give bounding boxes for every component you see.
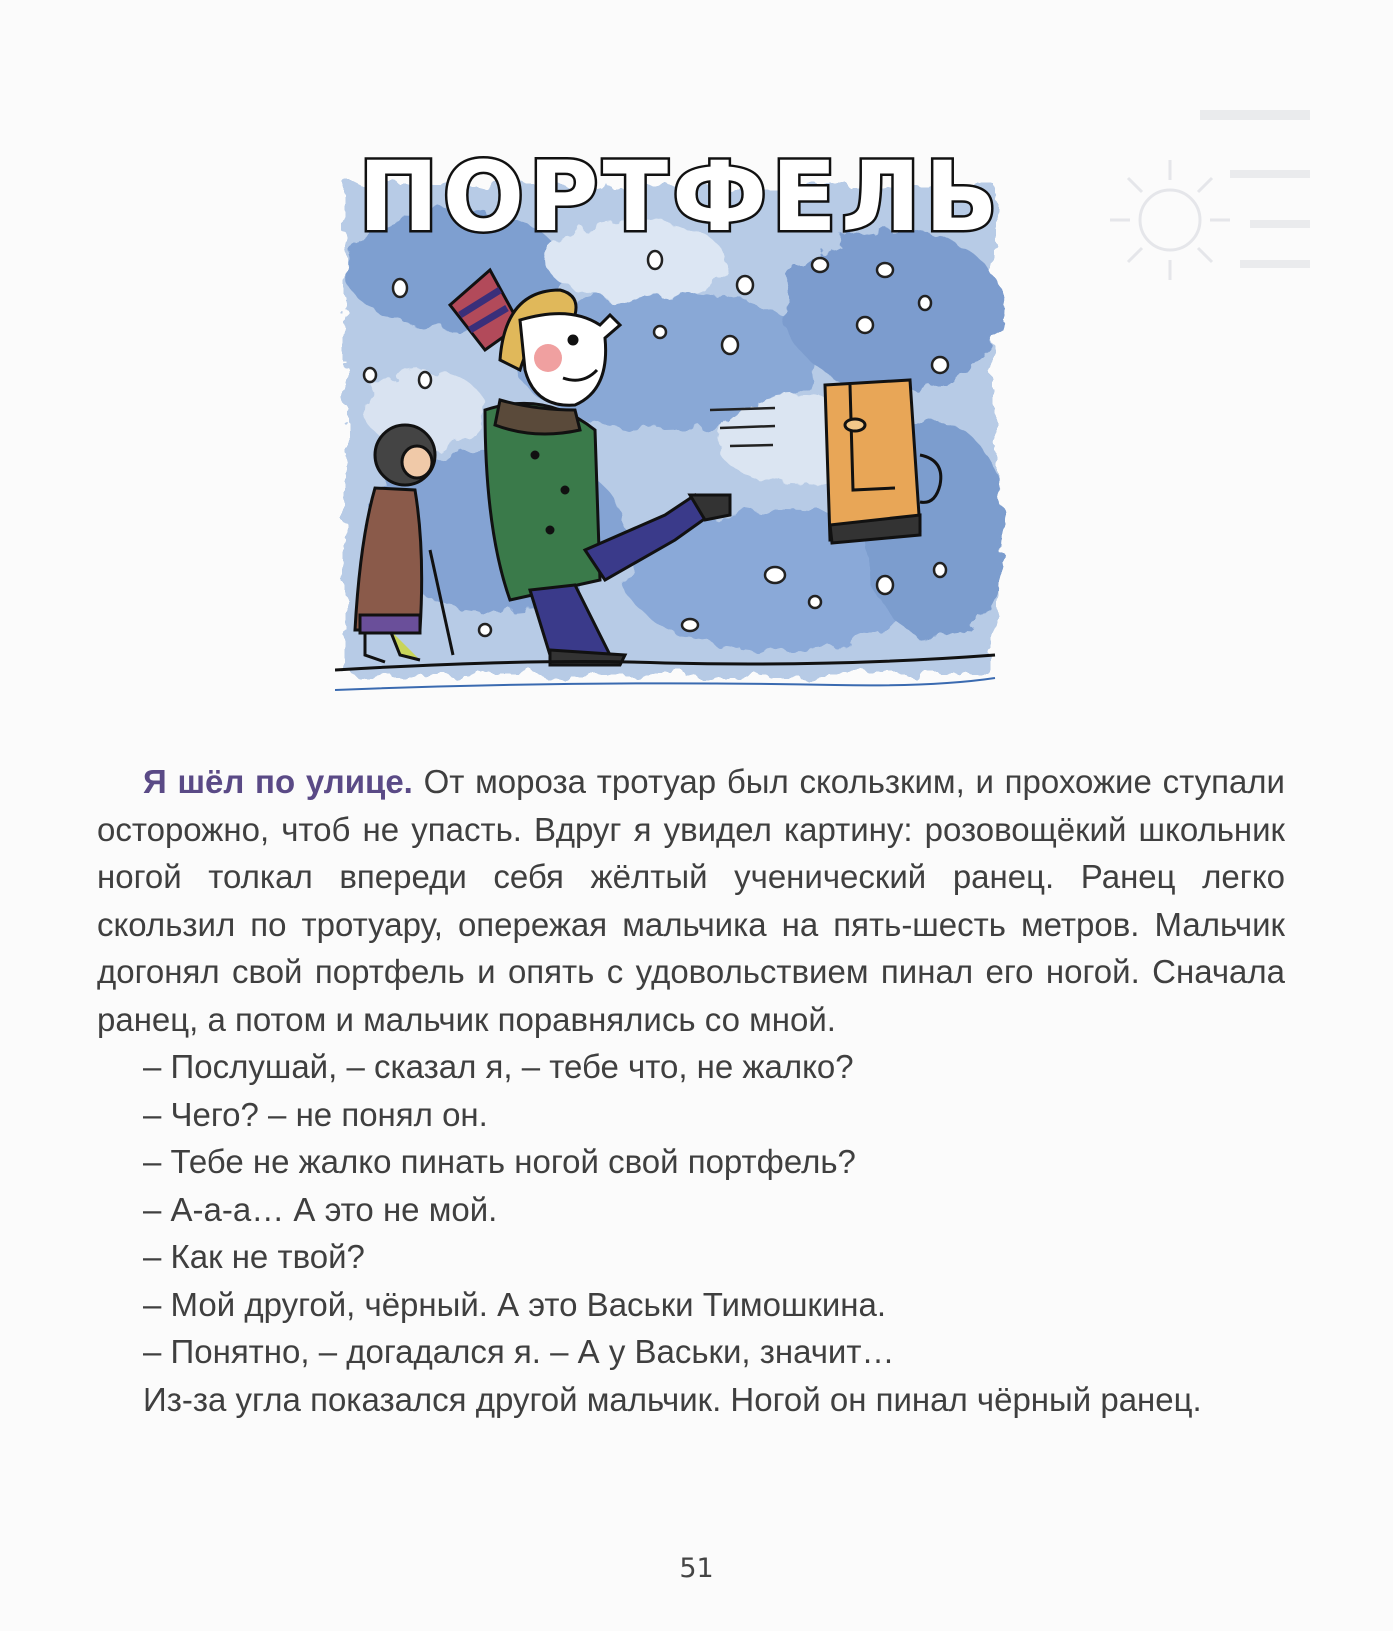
closing-paragraph: Из-за угла показался другой мальчик. Ногой он пинал чёрный ранец. [143, 1380, 1202, 1418]
dialogue-line: – Как не твой? [143, 1238, 365, 1275]
bleed-through-sun [1080, 110, 1310, 330]
dialogue-line: – Понятно, – догадался я. – А у Васьки, значит… [143, 1333, 895, 1370]
dialogue-line: – Мой другой, чёрный. А это Васьки Тимошкина. [143, 1285, 887, 1323]
title-lettering-frame [358, 141, 1001, 253]
dialogue-line: – Послушай, – сказал я, – тебе что, не жалко? [143, 1048, 854, 1085]
illustration-title: ПОРТФЕЛЬ [358, 141, 1002, 253]
narrative-paragraph [97, 758, 1285, 1043]
story-illustration [335, 110, 1035, 715]
story-text [97, 758, 1285, 1423]
dialogue-line: – Чего? – не понял он. [143, 1095, 488, 1133]
dialogue-line: – А-а-а… А это не мой. [143, 1190, 498, 1228]
page-number: 51 [679, 1553, 714, 1584]
paragraph-body: От мороза тротуар был скользким, и прохожие ступали осторожно, чтоб не упасть. Вдруг я увидел картину: розовощёкий школьник ногой толкал впереди себя жёлтый ученический ранец. Ранец легко скользил по тротуару, опережая мальчика на пять-шесть метров. Мальчик догонял свой портфель и опять с удовольствием пинал его ногой. Сначала ранец, а потом и мальчик поравнялись со мной. [97, 763, 1285, 1038]
dialogue-line: – Тебе не жалко пинать ногой свой портфель? [143, 1143, 856, 1180]
lead-phrase: Я шёл по улице. [143, 763, 413, 800]
